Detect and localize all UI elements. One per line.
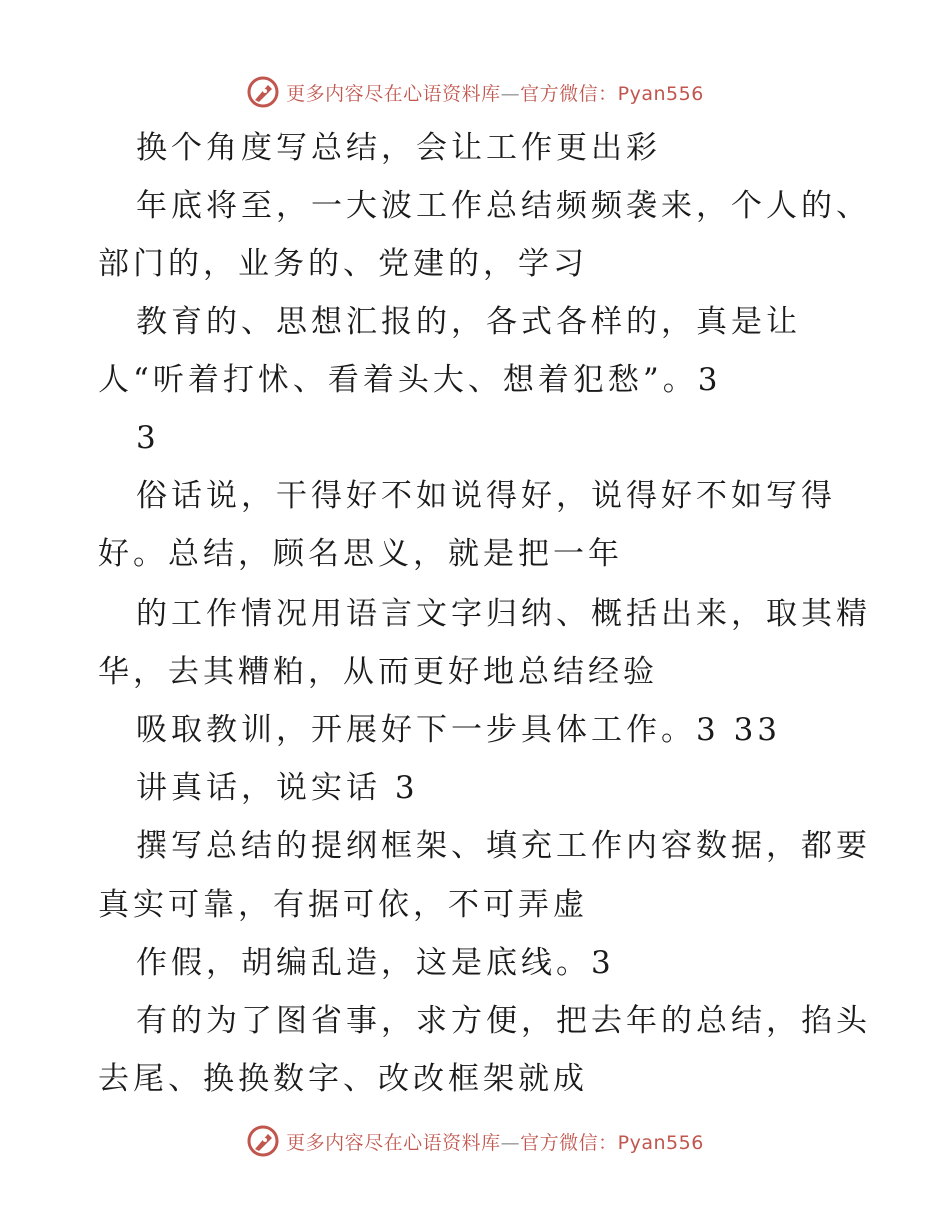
paragraph-line: 吸取教训，开展好下一步具体工作。3 33 [136, 712, 782, 748]
pen-nib-circle-icon [246, 75, 280, 109]
paragraph-line: 3 [136, 420, 160, 456]
paragraph-line: 俗话说，干得好不如说得好，说得好不如写得 [136, 478, 836, 514]
banner-contact-text: 官方微信：Pyan556 [520, 1131, 704, 1154]
banner-separator: — [500, 82, 521, 105]
banner-contact-text: 官方微信：Pyan556 [520, 82, 704, 105]
paragraph-line: 的工作情况用语言文字归纳、概括出来，取其精 [136, 596, 871, 632]
banner-separator: — [500, 1131, 521, 1154]
paragraph-line: 换个角度写总结，会让工作更出彩 [136, 130, 661, 166]
paragraph-line: 教育的、思想汇报的，各式各样的，真是让 [136, 304, 801, 340]
paragraph-line: 撰写总结的提纲框架、填充工作内容数据，都要 [136, 828, 871, 864]
paragraph-line: 去尾、换换数字、改改框架就成 [98, 1061, 588, 1097]
paragraph-line: 讲真话，说实话 3 [136, 770, 419, 806]
paragraph-line: 年底将至，一大波工作总结频频袭来，个人的、 [136, 188, 871, 224]
banner-main-text: 更多内容尽在心语资料库 [286, 1131, 501, 1154]
paragraph-line: 华，去其糟粕，从而更好地总结经验 [98, 654, 658, 690]
paragraph-line: 有的为了图省事，求方便，把去年的总结，掐头 [136, 1003, 871, 1039]
banner-text [286, 79, 704, 106]
paragraph-line: 部门的，业务的、党建的，学习 [98, 246, 588, 282]
paragraph-line: 人“听着打怵、看着头大、想着犯愁”。3 [98, 362, 722, 398]
paragraph-line: 好。总结，顾名思义，就是把一年 [98, 536, 623, 572]
paragraph-line: 作假，胡编乱造，这是底线。3 [136, 945, 615, 981]
banner-text [286, 1128, 704, 1155]
header-banner [0, 72, 950, 112]
paragraph-line: 真实可靠，有据可依，不可弄虚 [98, 887, 588, 923]
banner-main-text: 更多内容尽在心语资料库 [286, 82, 501, 105]
footer-banner [0, 1121, 950, 1161]
pen-nib-circle-icon [246, 1124, 280, 1158]
